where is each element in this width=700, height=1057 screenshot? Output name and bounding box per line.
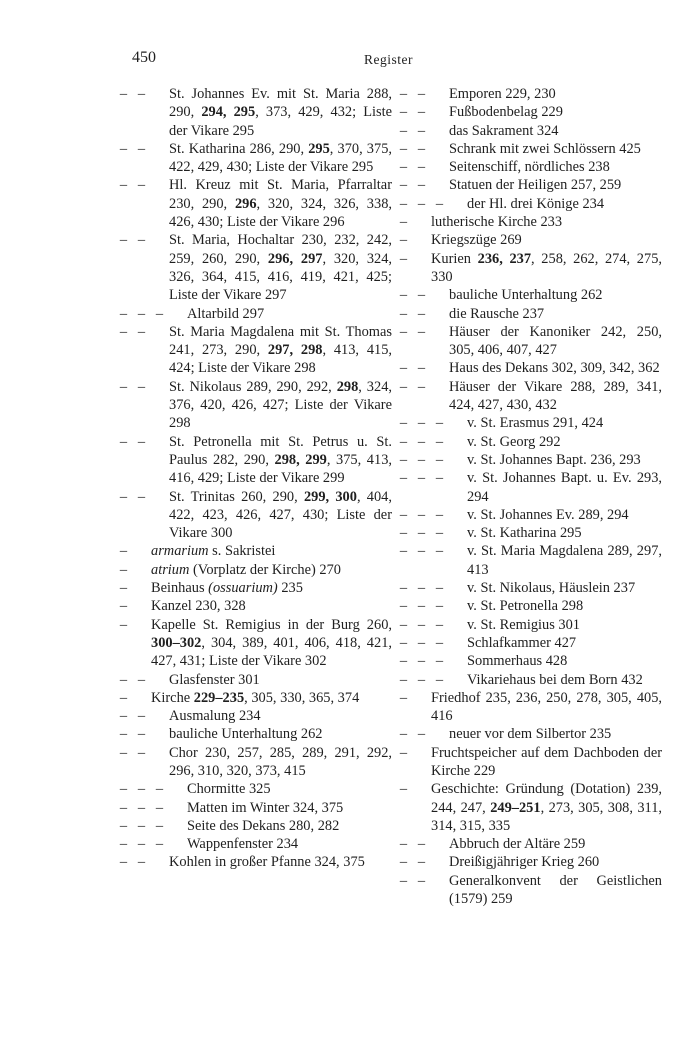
dash-marker: – <box>399 232 408 249</box>
dash-marker: – <box>435 543 444 560</box>
running-title: Register <box>364 52 413 67</box>
index-entry-text: Altarbild 297 <box>187 305 265 322</box>
dash-marker: – <box>399 580 408 597</box>
dash-marker: – <box>435 671 444 688</box>
dash-marker: – <box>417 415 426 432</box>
index-entry <box>118 725 392 743</box>
index-entry-text: Schlafkammer 427 <box>467 634 577 651</box>
index-entry <box>398 872 662 909</box>
index-entry-text: St. Maria Magdalena mit St. Thomas 241, 273, 290, 297, 298, 413, 415, 424; Liste der Vikare 298 <box>169 323 392 377</box>
index-entry <box>398 524 662 542</box>
index-entry <box>118 817 392 835</box>
index-entry <box>118 579 392 597</box>
dash-marker: – <box>399 177 408 194</box>
dash-marker: – <box>119 744 128 761</box>
index-entry <box>118 542 392 560</box>
index-entry <box>118 799 392 817</box>
index-entry <box>118 231 392 304</box>
index-entry-text: St. Johannes Ev. mit St. Maria 288, 290, 294, 295, 373, 429, 432; Liste der Vikare 295 <box>169 86 393 139</box>
dash-marker: – <box>417 433 426 450</box>
index-entry-text: St. Nikolaus 289, 290, 292, 298, 324, 376, 420, 426, 427; Liste der Vikare 298 <box>169 378 392 432</box>
index-entry <box>118 378 392 433</box>
dash-marker: – <box>137 671 146 688</box>
dash-marker: – <box>417 598 426 615</box>
index-entry <box>118 323 392 378</box>
index-entry-text: v. St. Petronella 298 <box>467 598 584 615</box>
index-entry-text: v. St. Remigius 301 <box>467 616 581 633</box>
dash-marker: – <box>119 689 128 706</box>
index-entry <box>398 85 662 103</box>
index-entry-text: Seitenschiff, nördliches 238 <box>449 159 610 176</box>
dash-marker: – <box>417 634 426 651</box>
index-entry <box>118 433 392 488</box>
index-entry-text: Seite des Dekans 280, 282 <box>187 817 340 834</box>
dash-marker: – <box>399 689 408 706</box>
dash-marker: – <box>435 525 444 542</box>
dash-marker: – <box>435 634 444 651</box>
dash-marker: – <box>399 360 408 377</box>
index-entry <box>398 195 662 213</box>
dash-marker: – <box>435 616 444 633</box>
dash-marker: – <box>119 488 128 505</box>
dash-marker: – <box>435 415 444 432</box>
dash-marker: – <box>435 580 444 597</box>
dash-marker: – <box>119 616 128 633</box>
index-entry <box>118 561 392 579</box>
dash-marker: – <box>417 104 426 121</box>
index-entry <box>118 853 392 871</box>
dash-marker: – <box>417 195 426 212</box>
index-entry-text: Beinhaus (ossuarium) 235 <box>151 580 303 597</box>
index-entry <box>398 103 662 121</box>
index-entry <box>398 597 662 615</box>
dash-marker: – <box>119 580 128 597</box>
index-entry-text: Friedhof 235, 236, 250, 278, 305, 405, 416 <box>431 689 662 725</box>
index-entry-text: v. St. Johannes Bapt. 236, 293 <box>467 451 641 468</box>
dash-marker: – <box>137 708 146 725</box>
index-entry-text: Häuser der Vikare 288, 289, 341, 424, 427, 430, 432 <box>449 378 662 414</box>
index-entry <box>398 286 662 304</box>
index-entry <box>398 231 662 249</box>
index-entry <box>118 140 392 177</box>
dash-marker: – <box>137 177 146 194</box>
index-entry-text: St. Petronella mit St. Petrus u. St. Paulus 282, 290, 298, 299, 375, 413, 416, 429; Liste der Vikare 299 <box>169 433 392 487</box>
dash-marker: – <box>417 140 426 157</box>
dash-marker: – <box>399 781 408 798</box>
dash-marker: – <box>417 122 426 139</box>
index-entry <box>398 579 662 597</box>
dash-marker: – <box>417 159 426 176</box>
dash-marker: – <box>137 817 146 834</box>
dash-marker: – <box>137 836 146 853</box>
index-entry <box>398 616 662 634</box>
index-entry <box>118 616 392 671</box>
dash-marker: – <box>435 598 444 615</box>
index-entry <box>398 506 662 524</box>
dash-marker: – <box>417 872 426 889</box>
dash-marker: – <box>435 470 444 487</box>
dash-marker: – <box>399 726 408 743</box>
index-entry <box>118 597 392 615</box>
index-entry <box>398 433 662 451</box>
index-entry-text: Fruchtspeicher auf dem Dachboden der Kirche 229 <box>431 744 662 779</box>
index-entry <box>398 671 662 689</box>
dash-marker: – <box>155 799 164 816</box>
index-entry-text: Chormitte 325 <box>187 781 271 798</box>
dash-marker: – <box>417 360 426 377</box>
index-entry-text: Häuser der Kanoniker 242, 250, 305, 406, 407, 427 <box>449 323 662 359</box>
dash-marker: – <box>399 214 408 231</box>
index-entry-text: Generalkonvent der Geistlichen (1579) 259 <box>449 872 662 908</box>
dash-marker: – <box>119 799 128 816</box>
index-entry-text: Glasfenster 301 <box>169 671 260 688</box>
dash-marker: – <box>399 122 408 139</box>
dash-marker: – <box>417 671 426 688</box>
dash-marker: – <box>137 140 146 157</box>
dash-marker: – <box>399 653 408 670</box>
index-entry <box>398 250 662 287</box>
dash-marker: – <box>417 854 426 871</box>
dash-marker: – <box>155 781 164 798</box>
index-entry-text: Matten im Winter 324, 375 <box>187 799 344 816</box>
dash-marker: – <box>137 378 146 395</box>
dash-marker: – <box>119 836 128 853</box>
dash-marker: – <box>399 86 408 102</box>
dash-marker: – <box>119 378 128 395</box>
index-entry-text: bauliche Unterhaltung 262 <box>169 726 323 743</box>
index-entry-text: St. Katharina 286, 290, 295, 370, 375, 422, 429, 430; Liste der Vikare 295 <box>169 140 392 176</box>
dash-marker: – <box>417 653 426 670</box>
index-entry <box>398 835 662 853</box>
dash-marker: – <box>119 543 128 560</box>
dash-marker: – <box>399 872 408 889</box>
dash-marker: – <box>417 506 426 523</box>
index-entry-text: Hl. Kreuz mit St. Maria, Pfarraltar 230, 290, 296, 320, 324, 326, 338, 426, 430; Liste der Vikare 296 <box>169 177 392 231</box>
index-entry-text: Abbruch der Altäre 259 <box>449 836 586 853</box>
index-entry <box>398 652 662 670</box>
dash-marker: – <box>399 543 408 560</box>
index-entry-text: neuer vor dem Silbertor 235 <box>449 726 612 743</box>
dash-marker: – <box>435 653 444 670</box>
page-number: 450 <box>132 49 156 66</box>
index-entry-text: Kapelle St. Remigius in der Burg 260, 300–302, 304, 389, 401, 406, 418, 421, 427, 431; Liste der Vikare 302 <box>151 616 392 670</box>
index-entry-text: Haus des Dekans 302, 309, 342, 362 <box>449 360 660 377</box>
dash-marker: – <box>417 451 426 468</box>
dash-marker: – <box>119 232 128 249</box>
dash-marker: – <box>155 836 164 853</box>
dash-marker: – <box>417 323 426 340</box>
dash-marker: – <box>399 159 408 176</box>
dash-marker: – <box>137 781 146 798</box>
index-entry-text: Emporen 229, 230 <box>449 86 556 102</box>
index-entry <box>118 671 392 689</box>
dash-marker: – <box>399 451 408 468</box>
dash-marker: – <box>137 305 146 322</box>
dash-marker: – <box>399 287 408 304</box>
index-entry-text: v. St. Maria Magdalena 289, 297, 413 <box>467 543 662 578</box>
dash-marker: – <box>417 616 426 633</box>
index-entry-text: Fußbodenbelag 229 <box>449 104 563 121</box>
index-entry-text: Kirche 229–235, 305, 330, 365, 374 <box>151 689 360 706</box>
dash-marker: – <box>399 671 408 688</box>
dash-marker: – <box>119 598 128 615</box>
index-entry <box>398 359 662 377</box>
index-entry-text: Vikariehaus bei dem Born 432 <box>467 671 643 688</box>
index-entry <box>118 305 392 323</box>
index-entry <box>398 378 662 415</box>
index-entry-text: Dreißigjähriger Krieg 260 <box>449 854 600 871</box>
dash-marker: – <box>417 580 426 597</box>
dash-marker: – <box>399 104 408 121</box>
dash-marker: – <box>137 232 146 249</box>
dash-marker: – <box>399 525 408 542</box>
index-entry-text: Wappenfenster 234 <box>187 836 299 853</box>
dash-marker: – <box>119 305 128 322</box>
index-entry <box>398 305 662 323</box>
right-column <box>398 85 662 908</box>
dash-marker: – <box>399 195 408 212</box>
index-entry-text: St. Trinitas 260, 290, 299, 300, 404, 422, 423, 426, 427, 430; Liste der Vikare 300 <box>169 488 392 542</box>
dash-marker: – <box>137 488 146 505</box>
dash-marker: – <box>119 726 128 743</box>
dash-marker: – <box>417 305 426 322</box>
dash-marker: – <box>399 378 408 395</box>
index-entry-text: Kurien 236, 237, 258, 262, 274, 275, 330 <box>431 250 662 285</box>
index-entry <box>398 140 662 158</box>
index-entry-text: Kanzel 230, 328 <box>151 598 246 615</box>
index-entry-text: das Sakrament 324 <box>449 122 559 139</box>
dash-marker: – <box>119 86 128 102</box>
index-entry-text: die Rausche 237 <box>449 305 545 322</box>
dash-marker: – <box>399 634 408 651</box>
index-entry-text: armarium s. Sakristei <box>151 543 276 560</box>
index-entry-text: v. St. Johannes Bapt. u. Ev. 293, 294 <box>467 470 662 505</box>
dash-marker: – <box>119 671 128 688</box>
index-entry <box>118 85 392 140</box>
index-entry <box>398 725 662 743</box>
index-entry <box>398 158 662 176</box>
dash-marker: – <box>137 744 146 761</box>
index-entry <box>398 176 662 194</box>
dash-marker: – <box>399 433 408 450</box>
dash-marker: – <box>399 415 408 432</box>
dash-marker: – <box>399 616 408 633</box>
dash-marker: – <box>399 744 408 761</box>
dash-marker: – <box>137 323 146 340</box>
dash-marker: – <box>399 305 408 322</box>
dash-marker: – <box>119 817 128 834</box>
dash-marker: – <box>119 781 128 798</box>
index-entry-text: v. St. Katharina 295 <box>467 525 582 542</box>
index-entry <box>398 213 662 231</box>
index-entry <box>118 835 392 853</box>
dash-marker: – <box>137 433 146 450</box>
index-entry <box>118 780 392 798</box>
index-entry-text: Chor 230, 257, 285, 289, 291, 292, 296, 310, 320, 373, 415 <box>169 744 392 779</box>
dash-marker: – <box>155 305 164 322</box>
dash-marker: – <box>399 598 408 615</box>
index-entry <box>118 744 392 781</box>
dash-marker: – <box>417 177 426 194</box>
index-entry-text: St. Maria, Hochaltar 230, 232, 242, 259, 260, 290, 296, 297, 320, 324, 326, 364, 415, 416, 419, 421, 425; Liste der Vikare 297 <box>169 232 392 304</box>
index-entry <box>398 780 662 835</box>
index-entry <box>118 488 392 543</box>
dash-marker: – <box>137 854 146 871</box>
index-entry <box>118 707 392 725</box>
dash-marker: – <box>399 836 408 853</box>
dash-marker: – <box>417 726 426 743</box>
index-entry <box>398 414 662 432</box>
dash-marker: – <box>399 250 408 267</box>
dash-marker: – <box>435 433 444 450</box>
index-entry-text: Ausmalung 234 <box>169 708 261 725</box>
index-entry <box>118 689 392 707</box>
index-entry-text: Statuen der Heiligen 257, 259 <box>449 177 622 194</box>
index-entry-text: bauliche Unterhaltung 262 <box>449 287 603 304</box>
index-entry-text: lutherische Kirche 233 <box>431 214 563 231</box>
dash-marker: – <box>137 799 146 816</box>
index-entry <box>398 469 662 506</box>
dash-marker: – <box>155 817 164 834</box>
index-entry <box>398 744 662 781</box>
index-entry-text: Kohlen in großer Pfanne 324, 375 <box>169 854 365 871</box>
dash-marker: – <box>417 525 426 542</box>
dash-marker: – <box>119 708 128 725</box>
dash-marker: – <box>417 470 426 487</box>
index-entry-text: atrium (Vorplatz der Kirche) 270 <box>151 561 341 578</box>
dash-marker: – <box>119 323 128 340</box>
index-entry <box>118 176 392 231</box>
index-entry <box>398 689 662 726</box>
index-entry <box>398 451 662 469</box>
index-entry <box>398 853 662 871</box>
index-entry-text: v. St. Nikolaus, Häuslein 237 <box>467 580 636 597</box>
dash-marker: – <box>435 506 444 523</box>
dash-marker: – <box>417 378 426 395</box>
dash-marker: – <box>119 177 128 194</box>
index-entry-text: v. St. Georg 292 <box>467 433 561 450</box>
dash-marker: – <box>119 561 128 578</box>
dash-marker: – <box>417 543 426 560</box>
dash-marker: – <box>119 854 128 871</box>
dash-marker: – <box>119 433 128 450</box>
dash-marker: – <box>417 86 426 102</box>
index-entry <box>398 542 662 579</box>
dash-marker: – <box>137 726 146 743</box>
index-entry-text: Sommerhaus 428 <box>467 653 568 670</box>
index-entry-text: Schrank mit zwei Schlössern 425 <box>449 140 641 157</box>
dash-marker: – <box>399 140 408 157</box>
dash-marker: – <box>399 323 408 340</box>
index-entry-text: Kriegszüge 269 <box>431 232 522 249</box>
index-entry-text: v. St. Erasmus 291, 424 <box>467 415 604 432</box>
dash-marker: – <box>435 451 444 468</box>
dash-marker: – <box>417 287 426 304</box>
index-entry-text: der Hl. drei Könige 234 <box>467 195 605 212</box>
index-entry-text: Geschichte: Gründung (Dotation) 239, 244, 247, 249–251, 273, 305, 308, 311, 314, 315, 335 <box>431 781 662 834</box>
index-entry-text: v. St. Johannes Ev. 289, 294 <box>467 506 629 523</box>
dash-marker: – <box>399 470 408 487</box>
dash-marker: – <box>119 140 128 157</box>
dash-marker: – <box>399 506 408 523</box>
dash-marker: – <box>399 854 408 871</box>
left-column <box>118 85 392 872</box>
dash-marker: – <box>435 195 444 212</box>
index-entry <box>398 122 662 140</box>
dash-marker: – <box>137 86 146 102</box>
dash-marker: – <box>417 836 426 853</box>
index-entry <box>398 323 662 360</box>
index-entry <box>398 634 662 652</box>
